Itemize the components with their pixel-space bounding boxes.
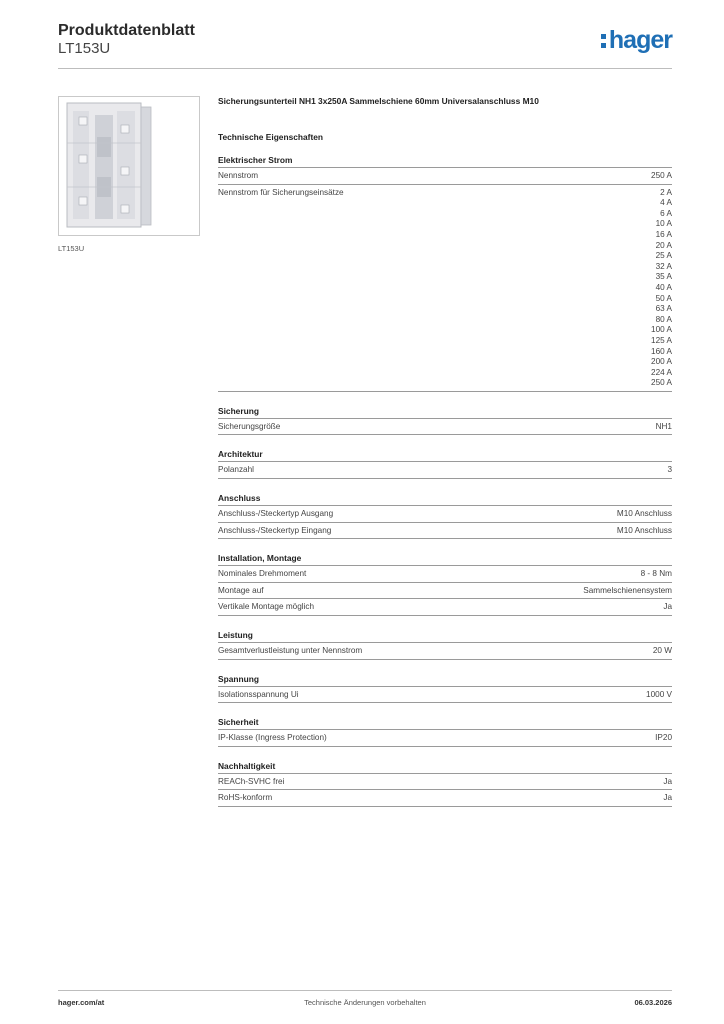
- property-value: 224 A: [651, 367, 672, 377]
- property-label: RoHS-konform: [218, 793, 273, 803]
- property-label: Nominales Drehmoment: [218, 569, 307, 579]
- property-value: 16 A: [655, 229, 672, 239]
- property-value: M10 Anschluss: [616, 525, 672, 535]
- product-name: Sicherungsunterteil NH1 3x250A Sammelschiene 60mm Universalanschluss M10: [218, 96, 539, 106]
- property-sections: [218, 155, 672, 807]
- property-section: [218, 630, 672, 660]
- logo-mark-icon: [601, 34, 606, 48]
- section-title: Sicherung: [218, 406, 672, 419]
- property-label: Nennstrom: [218, 171, 259, 180]
- hager-logo: [601, 26, 672, 54]
- property-values: [663, 793, 672, 804]
- section-title: Elektrischer Strom: [218, 155, 672, 168]
- property-row: [218, 583, 672, 600]
- property-value: 63 A: [655, 304, 672, 314]
- property-values: [617, 509, 672, 520]
- section-title: Nachhaltigkeit: [218, 761, 672, 774]
- property-row: [218, 599, 672, 616]
- property-section: [218, 155, 672, 392]
- page-title: Produktdatenblatt: [58, 22, 195, 39]
- property-row: [218, 730, 672, 747]
- property-value: 250 A: [651, 171, 672, 180]
- property-value: Ja: [663, 602, 672, 612]
- property-row: [218, 506, 672, 523]
- property-values: [651, 188, 672, 389]
- section-title: Spannung: [218, 674, 672, 687]
- property-values: [655, 733, 672, 744]
- footer-divider: [58, 990, 672, 991]
- product-code: LT153U: [58, 40, 111, 57]
- property-value: 250 A: [651, 378, 672, 388]
- property-label: Anschluss-/Steckertyp Eingang: [218, 525, 332, 535]
- property-value: 25 A: [655, 251, 672, 261]
- section-title: Installation, Montage: [218, 553, 672, 566]
- property-section: [218, 493, 672, 539]
- property-value: 200 A: [651, 357, 672, 367]
- fuse-base-illustration-icon: [59, 97, 199, 235]
- property-value: 35 A: [655, 272, 672, 282]
- property-label: Gesamtverlustleistung unter Nennstrom: [218, 646, 363, 656]
- property-row: [218, 168, 672, 185]
- property-values: [667, 465, 672, 476]
- property-values: [663, 777, 672, 788]
- property-row: [218, 790, 672, 807]
- property-values: [617, 526, 672, 537]
- property-values: [646, 690, 672, 701]
- property-values: [656, 422, 672, 433]
- property-value: 100 A: [651, 325, 672, 335]
- property-value: 40 A: [655, 282, 672, 292]
- property-value: 8 - 8 Nm: [640, 569, 672, 579]
- property-row: [218, 566, 672, 583]
- logo-wordmark: hager: [608, 25, 672, 54]
- property-label: Isolationsspannung Ui: [218, 689, 299, 699]
- property-value: 32 A: [655, 261, 672, 271]
- property-row: [218, 687, 672, 704]
- property-row: [218, 419, 672, 436]
- footer-website: hager.com/at: [58, 998, 105, 1007]
- property-section: [218, 717, 672, 747]
- property-section: [218, 553, 672, 616]
- property-label: Sicherungsgröße: [218, 421, 281, 431]
- property-value: 4 A: [660, 198, 672, 208]
- property-label: REACh-SVHC frei: [218, 776, 285, 786]
- property-label: IP-Klasse (Ingress Protection): [218, 733, 327, 743]
- section-title: Architektur: [218, 449, 672, 462]
- property-values: [663, 602, 672, 613]
- property-section: [218, 761, 672, 807]
- property-section: [218, 674, 672, 704]
- property-row: [218, 462, 672, 479]
- property-values: [653, 646, 672, 657]
- property-value: 6 A: [660, 208, 672, 218]
- property-value: 1000 V: [646, 689, 672, 699]
- tech-properties-heading: Technische Eigenschaften: [218, 132, 324, 142]
- property-value: IP20: [655, 733, 672, 743]
- section-title: Sicherheit: [218, 717, 672, 730]
- property-section: [218, 449, 672, 479]
- property-value: 20 W: [652, 646, 672, 656]
- property-value: 2 A: [660, 187, 672, 197]
- property-value: Ja: [663, 793, 672, 803]
- property-row: [218, 774, 672, 791]
- property-value: 10 A: [655, 219, 672, 229]
- property-values: [583, 586, 672, 597]
- property-value: 80 A: [655, 314, 672, 324]
- property-value: 20 A: [655, 240, 672, 250]
- property-value: 160 A: [651, 346, 672, 356]
- property-value: Sammelschienensystem: [583, 585, 672, 595]
- property-label: Montage auf: [218, 585, 264, 595]
- product-image-caption: LT153U: [58, 244, 85, 253]
- property-label: Nennstrom für Sicherungseinsätze: [218, 187, 344, 197]
- property-row: [218, 643, 672, 660]
- property-value: 125 A: [651, 335, 672, 345]
- datasheet-content: [218, 96, 672, 807]
- property-value: 3: [667, 465, 672, 475]
- property-value: M10 Anschluss: [616, 509, 672, 519]
- section-title: Leistung: [218, 630, 672, 643]
- property-row: [218, 185, 672, 392]
- property-section: [218, 406, 672, 436]
- section-title: Anschluss: [218, 493, 672, 506]
- footer-note: Technische Änderungen vorbehalten: [304, 998, 426, 1007]
- property-value: Ja: [663, 776, 672, 786]
- property-values: [641, 569, 672, 580]
- product-image: [58, 96, 200, 236]
- page-header: [58, 22, 672, 69]
- property-value: 50 A: [655, 293, 672, 303]
- property-label: Anschluss-/Steckertyp Ausgang: [218, 509, 334, 519]
- property-values: [651, 171, 672, 182]
- property-row: [218, 523, 672, 540]
- property-value: NH1: [655, 421, 672, 431]
- property-label: Vertikale Montage möglich: [218, 602, 315, 612]
- property-label: Polanzahl: [218, 465, 254, 475]
- footer-date: 06.03.2026: [634, 998, 672, 1007]
